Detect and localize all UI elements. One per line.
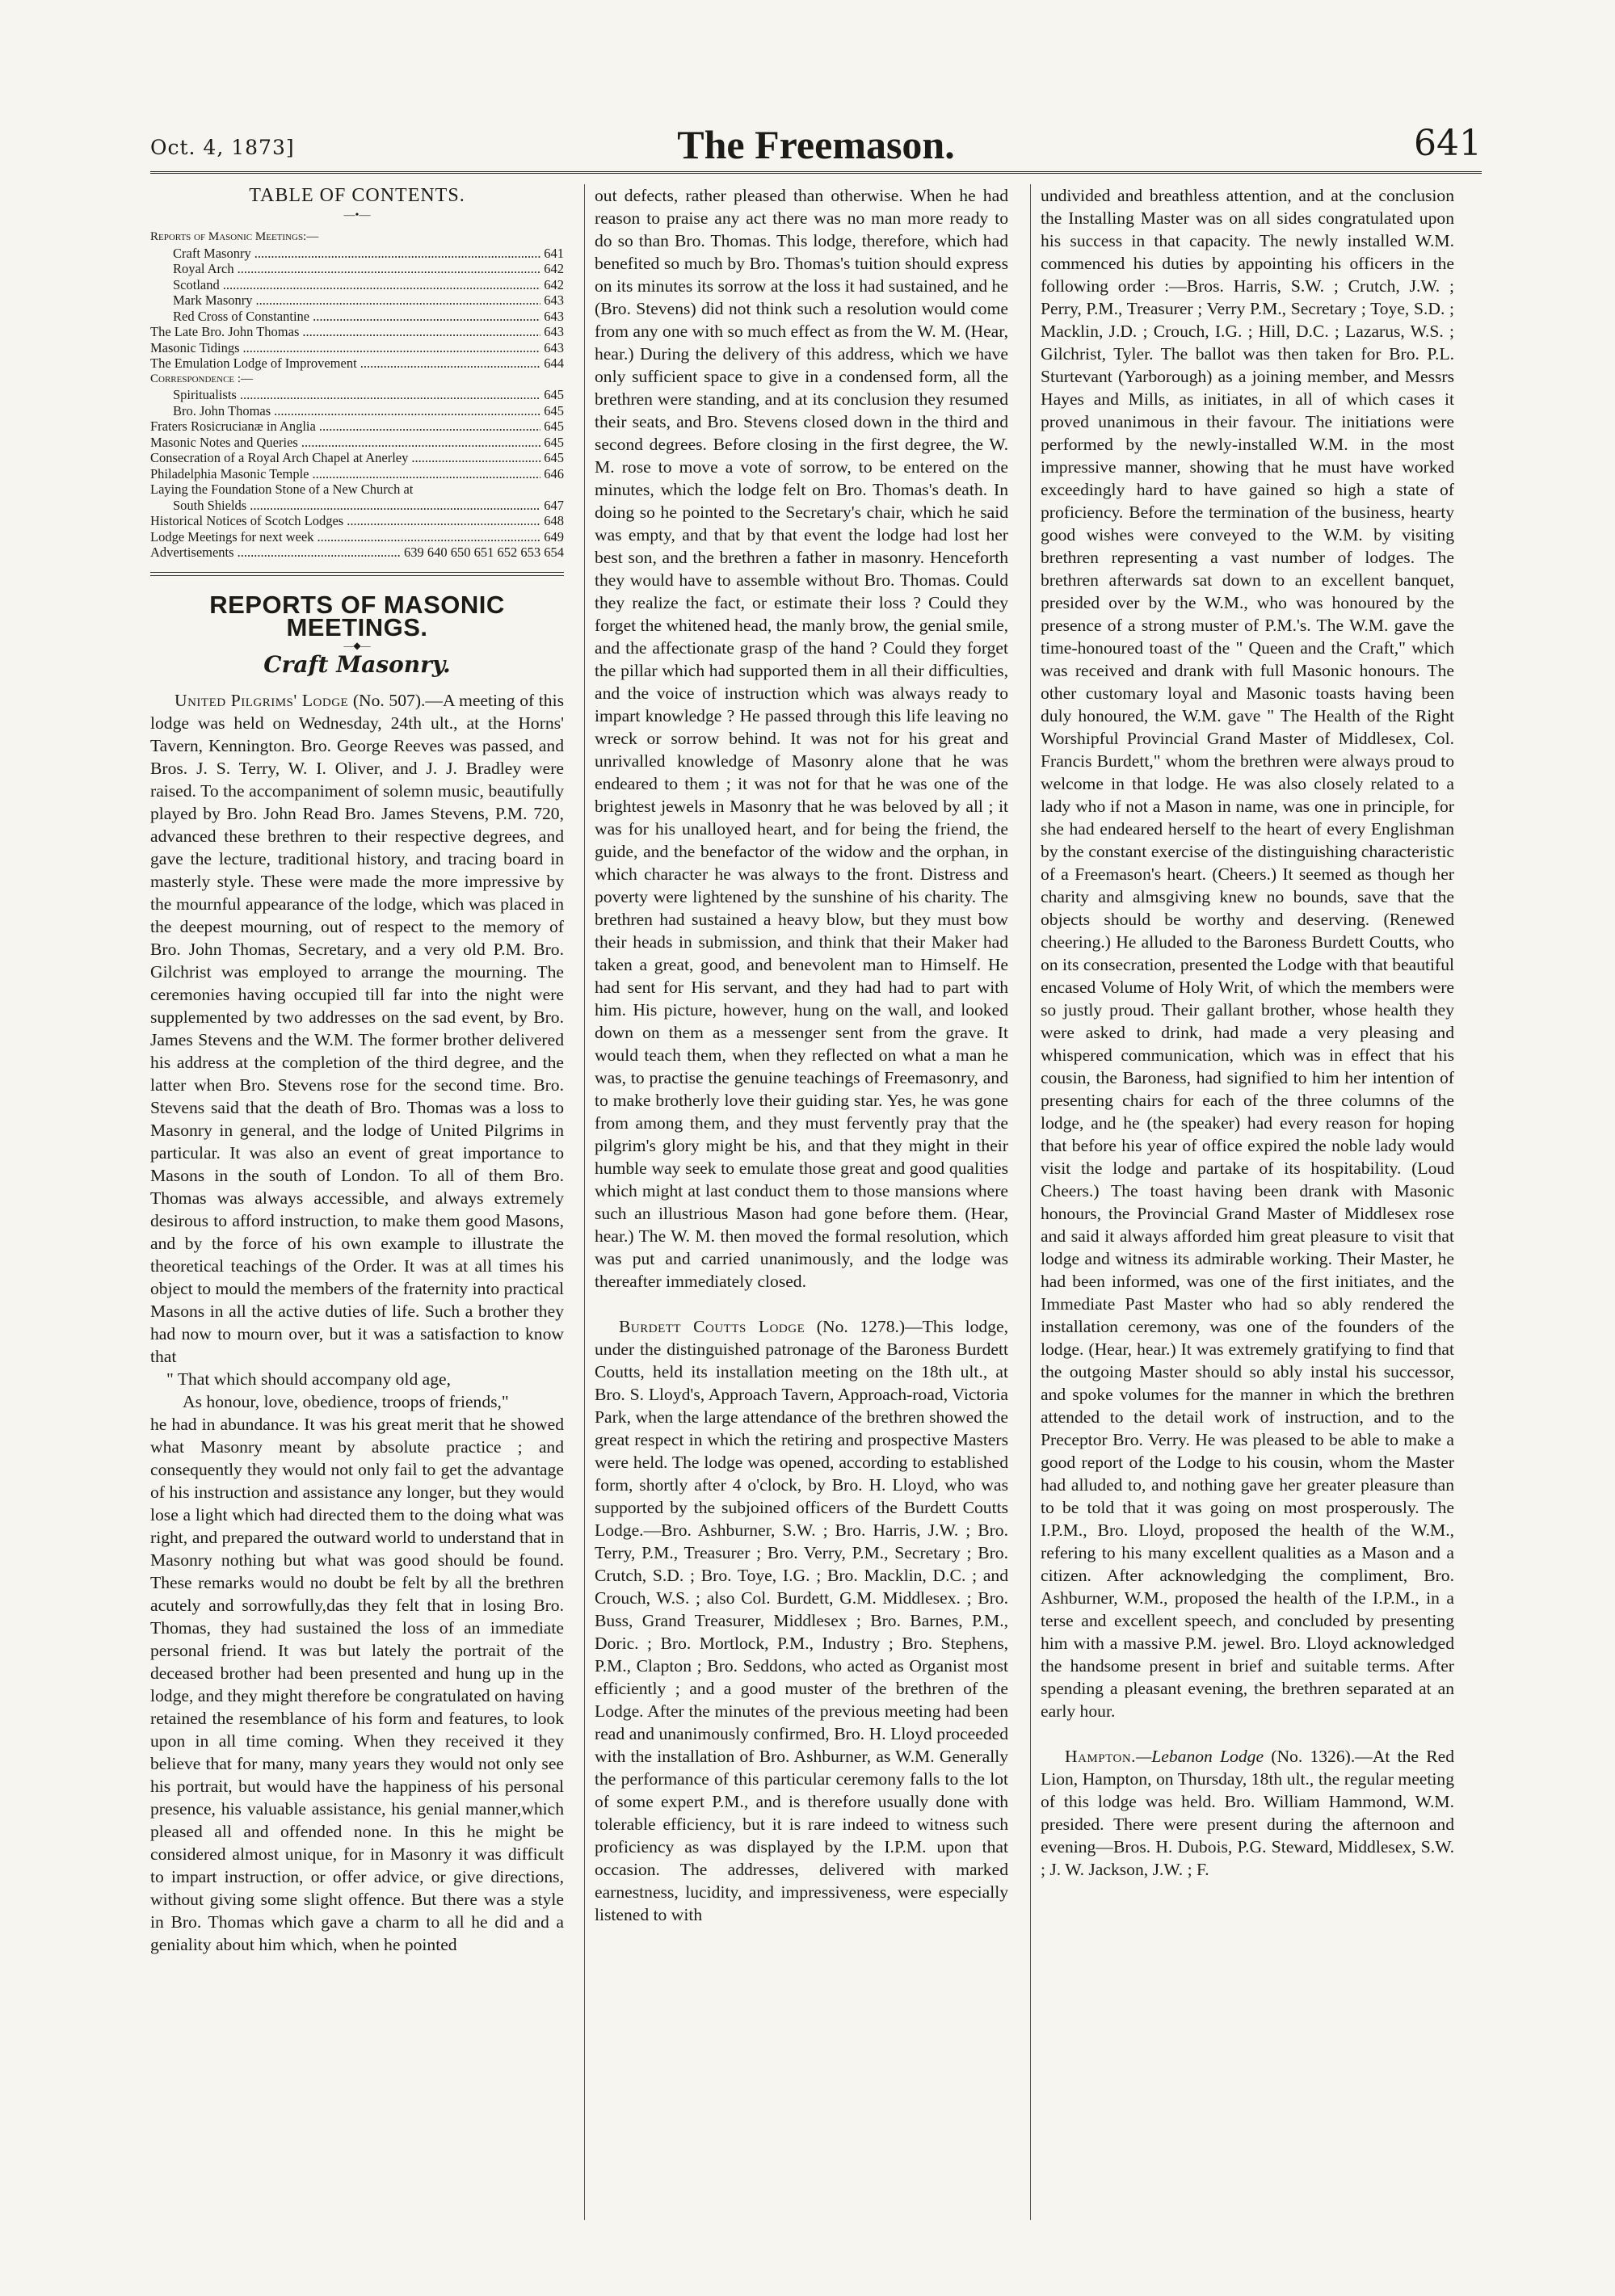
toc-entry[interactable]: Masonic Tidings ..... 643 — [150, 340, 564, 356]
toc-heading: Correspondence :— — [150, 372, 254, 385]
toc-entry[interactable]: Laying the Foundation Stone of a New Church at — [150, 481, 414, 497]
column-2 — [595, 184, 1008, 1926]
masthead-title: The Freemason. — [677, 122, 955, 167]
toc-entry[interactable]: Lodge Meetings for next week ..... 649 — [150, 529, 564, 545]
lodge-name: Burdett Coutts Lodge — [619, 1317, 805, 1336]
toc-entry[interactable]: Historical Notices of Scotch Lodges ..... 648 — [150, 513, 564, 529]
toc-entry[interactable]: Craft Masonry ..... 641 — [150, 246, 564, 262]
issue-date: Oct. 4, 1873] — [150, 136, 295, 159]
column-divider — [1030, 184, 1031, 2220]
quote-line: " That which should accompany old age, — [166, 1369, 452, 1389]
toc-entry[interactable]: Advertisements ..... 639 640 650 651 652 653 654 — [150, 545, 564, 561]
lodge-name: —Lebanon Lodge — [1136, 1747, 1264, 1766]
ornament-divider: —◆— — [343, 639, 371, 651]
article-paragraph: out defects, rather pleased than otherwise. When he had reason to praise any act there was no man more ready to do so than Bro. Thomas. This lodge, therefore, which had benefited so much by Bro. Thomas's tuition should express on its minutes its sorrow at the loss it had sustained, and he (Bro. Stevens) did not think such a resolution would come from any one with so much effect as from the W. M. (Hear, hear.) During the delivery of this address, which we have only sufficient space to give in a condensed form, all the brethren were standing, and at its conclusion they resumed their seats, and Bro. Stevens closed down in the third and second degrees. Before closing in the first degree, the W. M. rose to move a vote of sorrow, to be entered on the minutes, which the lodge felt on Bro. Thomas's death. In doing so he pointed to the Secretary's chair, which he said was empty, and that by that event the lodge had lost her best son, and the brethren a father in masonry. Henceforth they would have to assemble without Bro. Thomas. Could they realize the fact, or estimate their loss ? Could they forget the whitened head, the manly brow, the genial smile, and the affectionate grasp of the hand ? Could they forget the pillar which had supported them in all their difficulties, and the voice of instruction which was always ready to impart knowledge ? He passed through this life leaving no wreck or sorrow behind. It was not for his great and unrivalled knowledge of Masonry alone that he was endeared to them ; it was not for that he was one of the brightest jewels in Masonry that he was beloved by all ; it was for his unalloyed heart, and for being the friend, the guide, and the benefactor of the widow and the orphan, in which character he was always to the front. Distress and poverty were lightened by the sunshine of his charity. The brethren had sustained a heavy blow, but they must bow their heads in submission, and think that their Maker had taken a great, good, and benevolent man to Himself. He had sent for His servant, and they had had to part with him. His picture, however, hung on the wall, and looked down on them as a messenger sent from the grave. It would teach them, when they reflected on what a man he was, to practise the genuine teachings of Freemasonry, and to make brotherly love their guiding star. Yes, he was gone from among them, and they must fervently pray that the pilgrim's glory might be his, and that they might in their humble way seek to emulate those great and good qualities which might at last conduct them to those mansions where such an illustrious Mason had gone before them. (Hear, hear.) The W. M. then moved the formal resolution, which was put and carried unanimously, and the lodge was thereafter immediately closed. — [595, 186, 1008, 1291]
article-paragraph: Burdett Coutts Lodge (No. 1278.)—This lodge, under the distinguished patronage of the Baroness Burdett Coutts, held its installation meeting on the 18th ult., at Bro. S. Lloyd's, Approach Tavern, Approach-road, Victoria Park, when the large attendance of the brethren showed the great respect in which the retiring and prospective Masters were held. The lodge was opened, according to established form, shortly after 4 o'clock, by Bro. H. Lloyd, who was supported by the subjoined officers of the Burdett Coutts Lodge.—Bro. Ashburner, S.W. ; Bro. Harris, J.W. ; Bro. Terry, P.M., Treasurer ; Bro. Verry, P.M., Secretary ; Bro. Crutch, S.D. ; Bro. Toye, I.G. ; Bro. Macklin, D.C. ; and Crouch, W.S. ; also Col. Burdett, G.M. Middlesex. ; Bro. Buss, Grand Treasurer, Middlesex ; Bro. Barnes, P.M., Doric. ; Bro. Mortlock, P.M., Industry ; Bro. Stephens, P.M., Clapton ; Bro. Seddons, who acted as Organist most efficiently ; and a good muster of the brethren of the Lodge. After the minutes of the previous meeting had been read and unanimously confirmed, Bro. H. Lloyd proceeded with the installation of Bro. Ashburner, as W.M. Generally the performance of this particular ceremony falls to the lot of some expert P.M., and is therefore usually done with tolerable efficiency, but it is rare indeed to witness such proficiency as was displayed by the I.P.M. upon that occasion. The addresses, delivered with marked earnestness, lucidity, and impressiveness, were especially listened to with — [595, 1317, 1008, 1924]
toc-heading: Reports of Masonic Meetings:— — [150, 230, 319, 243]
toc-entry[interactable]: Fraters Rosicrucianæ in Anglia ..... 645 — [150, 418, 564, 435]
section-rule — [150, 572, 564, 576]
column-3 — [1041, 184, 1454, 1881]
page-number: 641 — [1414, 123, 1482, 164]
column-divider — [584, 184, 585, 2220]
toc-entry[interactable]: The Late Bro. John Thomas ..... 643 — [150, 324, 564, 340]
lodge-name: United Pilgrims' Lodge — [175, 690, 349, 710]
toc-entry[interactable]: Bro. John Thomas ..... 645 — [150, 403, 564, 419]
article-paragraph: he had in abundance. It was his great merit that he showed what Masonry meant by absolute practice ; and consequently they would not only fail to get the advantage of his instruction and assistance any longer, but they would lose a light which had directed them to the doing what was right, and prepared the outward world to understand that in Masonry nothing but what was good should be found. These remarks would no doubt be felt by all the brethren acutely and sorrowfully,das they felt that in losing Bro. Thomas, they had sustained the loss of an immediate personal friend. It was but lately the portrait of the deceased brother had been presented and hung up in the lodge, and they might therefore be congratulated on having retained the resemblance of his form and features, to look upon in all time coming. When they received it they believe that for many, many years they would not only see his portrait, but would have the happiness of his personal presence, his valuable assistance, his genial manner,which pleased all and offended none. In this he might be considered almost unique, for in Masonry it was difficult to impart instruction, or offer advice, or give directions, without giving some slight offence. But there was a style in Bro. Thomas which gave a charm to all he did and a geniality about him which, when he pointed — [150, 1414, 564, 1954]
place-name: Hampton. — [1065, 1747, 1137, 1766]
article-paragraph: United Pilgrims' Lodge (No. 507).—A meeting of this lodge was held on Wednesday, 24th ult., at the Horns' Tavern, Kennington. Bro. George Reeves was passed, and Bros. J. S. Terry, W. I. Oliver, and J. J. Bradley were raised. To the accompaniment of solemn music, beautifully played by Bro. John Read Bro. James Stevens, P.M. 720, advanced these brethren to their respective degrees, and gave the lecture, traditional history, and tracing board in masterly style. These were made the more impressive by the mournful appearance of the lodge, which was placed in the deepest mourning, out of respect to the memory of Bro. John Thomas, Secretary, and a very old P.M. Bro. Gilchrist was employed to arrange the mourning. The ceremonies having occupied till far into the night were supplemented by two addresses on the sad event, by Bro. James Stevens and the W.M. The former brother delivered his address at the completion of the third degree, and the latter when Bro. Stevens rose for the second time. Bro. Stevens said that the death of Bro. Thomas was a loss to Masonry in general, and the lodge of United Pilgrims in particular. It was also an event of great importance to Masons in the south of London. To all of them Bro. Thomas was always accessible, and always extremely desirous to afford instruction, to make them good Masons, and by the force of his own example to illustrate the theoretical teachings of the Order. It was at all times his object to mould the members of the fraternity into practical Masons in all the active duties of life. Such a brother they had now to mourn over, but it was a satisfaction to know that — [150, 690, 564, 1366]
toc-title: TABLE OF CONTENTS. — [249, 185, 465, 206]
toc-entry[interactable]: Philadelphia Masonic Temple ..... 646 — [150, 466, 564, 482]
toc-entry[interactable]: Consecration of a Royal Arch Chapel at Anerley ..... 645 — [150, 450, 564, 466]
column-1 — [150, 184, 564, 1956]
toc-entry[interactable]: Scotland ..... 642 — [150, 277, 564, 293]
toc-entry[interactable]: Red Cross of Constantine ..... 643 — [150, 309, 564, 325]
quote-line: As honour, love, obedience, troops of friends," — [183, 1391, 509, 1411]
table-of-contents — [150, 229, 564, 561]
article-paragraph: Hampton.—Lebanon Lodge (No. 1326).—At the Red Lion, Hampton, on Thursday, 18th ult., the regular meeting of this lodge was held. Bro. William Hammond, W.M. presided. There were present during the afternoon and evening—Bros. H. Dubois, P.G. Steward, Middlesex, S.W. ; J. W. Jackson, J.W. ; F. — [1041, 1747, 1454, 1879]
toc-entry[interactable]: Spiritualists ..... 645 — [150, 387, 564, 403]
toc-divider: —•— — [343, 209, 371, 221]
toc-entry[interactable]: Masonic Notes and Queries ..... 645 — [150, 435, 564, 451]
toc-entry[interactable]: Mark Masonry ..... 643 — [150, 292, 564, 309]
toc-entry[interactable]: Royal Arch ..... 642 — [150, 261, 564, 277]
toc-entry[interactable]: The Emulation Lodge of Improvement ..... 644 — [150, 355, 564, 372]
section-subtitle: Craft Masonry. — [263, 650, 451, 678]
toc-entry[interactable]: South Shields ..... 647 — [150, 498, 564, 514]
page-header — [150, 121, 1482, 174]
article-paragraph: undivided and breathless attention, and at the conclusion the Installing Master was on all sides congratulated upon his success in that capacity. The newly installed W.M. commenced his duties by appointing his officers in the following order :—Bros. Harris, S.W. ; Crutch, J.W. ; Perry, P.M., Treasurer ; Verry P.M., Secretary ; Toye, S.D. ; Macklin, J.D. ; Crouch, I.G. ; Hill, D.C. ; Lazarus, W.S. ; Gilchrist, Tyler. The ballot was then taken for Bro. P.L. Sturtevant (Yarborough) as a joining member, and Messrs Hayes and Mills, as initiates, in all of which cases it proved unanimous in their favour. The initiations were performed by the newly-installed W.M. in the most impressive manner, showing that he must have worked exceedingly hard to have gained so high a state of proficiency. Before the termination of the business, hearty good wishes were conveyed to the W.M. by visiting brethren representing a vast number of lodges. The brethren afterwards sat down to an excellent banquet, presided over by the W.M., who was honoured by the presence of a strong muster of P.M.'s. The W.M. gave the time-honoured toast of the " Queen and the Craft," which was received and drank with full Masonic honours. The other customary loyal and Masonic toasts having been duly honoured, the W.M. gave " The Health of the Right Worshipful Provincial Grand Master of Middlesex, Col. Francis Burdett," whom the brethren were always proud to welcome in that lodge. He was also closely related to a lady who if not a Mason in name, was one in principle, for she had endeared herself to the heart of every Englishman by the constant exercise of the distinguishing characteristic of a Freemason's heart. (Cheers.) It seemed as though her charity and almsgiving knew no bounds, save that the objects should be worthy and deserving. (Renewed cheering.) He alluded to the Baroness Burdett Coutts, who on its consecration, presented the Lodge with that beautiful encased Volume of Holy Writ, of which the members were so justly proud. Their gallant brother, whose health they were asked to drink, had made a very pleasing and whispered communication, which was in effect that his cousin, the Baroness, had signified to him her intention of presenting chairs for each of the three columns of the lodge, and he (the speaker) had every reason for hoping that before his year of office expired the noble lady would visit the lodge and partake of its hospitability. (Loud Cheers.) The toast having been drank with Masonic honours, the Provincial Grand Master of Middlesex rose and said it always afforded him great pleasure to visit that lodge and witness its admirable working. Their Master, he had been informed, was one of the first initiates, and the Immediate Past Master who had so ably rendered the installation ceremony, was one of the founders of the lodge. (Hear, hear.) It was extremely gratifying to find that the outgoing Master should so ably instal his successor, and spoke volumes for the manner in which the brethren attended to the detail work of instruction, and to the Preceptor Bro. Verry. He was pleased to be able to make a good report of the Lodge to his cousin, whom the Master had alluded to, and nothing gave her greater pleasure than to be told that it was going on most prosperously. The I.P.M., Bro. Lloyd, proposed the health of the W.M., refering to his many excellent qualities as a Mason and a citizen. After acknowledging the compliment, Bro. Ashburner, W.M., proposed the health of the I.P.M., in a terse and excellent speech, and concluded by presenting him with a massive P.M. jewel. Bro. Lloyd acknowledged the handsome present in brief and suitable terms. After spending a pleasant evening, the brethren separated at an early hour. — [1041, 186, 1454, 1721]
section-title: REPORTS OF MASONIC MEETINGS. — [209, 590, 505, 641]
